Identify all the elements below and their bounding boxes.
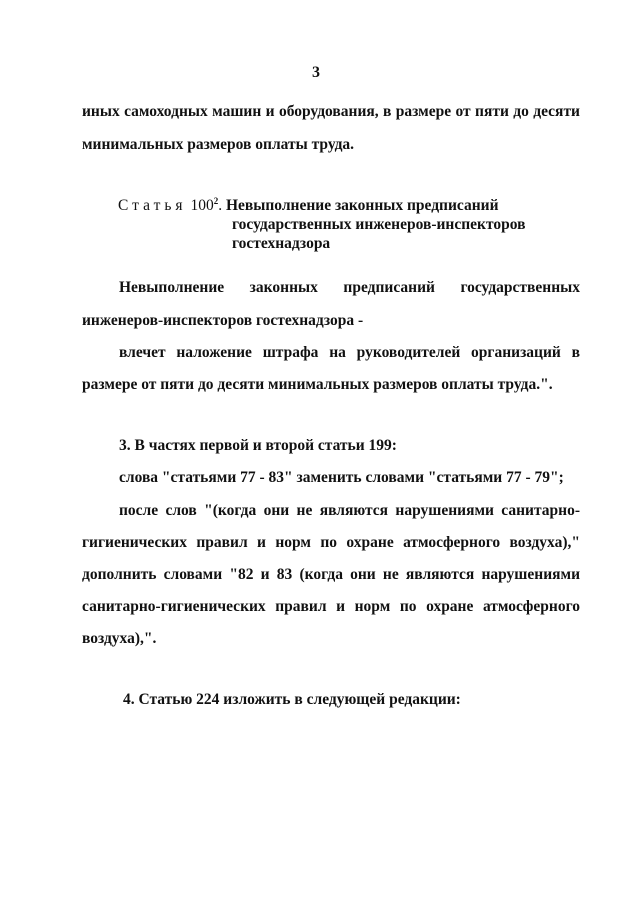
text-line: влечет наложение штрафа на руководителей организаций в — [119, 344, 580, 361]
text-line: после слов "(когда они не являются нарушениями санитарно- — [119, 502, 580, 519]
text-line: слова "статьями 77 - 83" заменить словами "статьями 77 - 79"; — [119, 469, 564, 486]
article-number-superscript: 2 — [213, 195, 219, 206]
article-number: 100 — [190, 197, 214, 214]
article-title-line2: государственных инженеров-инспекторов — [232, 216, 526, 233]
text-line: санитарно-гигиенических правил и норм по охране атмосферного — [82, 598, 580, 615]
article-title-line3: гостехнадзора — [232, 235, 331, 252]
text-line: размере от пяти до десяти минимальных размеров оплаты труда.". — [82, 376, 553, 393]
text-line: инженеров-инспекторов гостехнадзора - — [82, 312, 364, 329]
text-line: гигиенических правил и норм по охране атмосферного воздуха)," — [82, 534, 580, 551]
page-number: 3 — [312, 64, 320, 81]
section-heading: 3. В частях первой и второй статьи 199: — [119, 437, 397, 454]
text-line: воздуха),". — [82, 630, 157, 647]
text-line: Невыполнение законных предписаний государственных — [119, 279, 580, 296]
section-heading: 4. Статью 224 изложить в следующей редакции: — [123, 691, 461, 708]
text-line: дополнить словами "82 и 83 (когда они не являются нарушениями — [82, 566, 580, 583]
article-title-line1: Невыполнение законных предписаний — [225, 197, 499, 214]
article-heading: Статья $100^2$. Невыполнение законных предписаний — [118, 195, 499, 214]
article-label: Статья — [118, 197, 187, 214]
text-line: минимальных размеров оплаты труда. — [82, 136, 355, 153]
text-line: иных самоходных машин и оборудования, в размере от пяти до десяти — [82, 103, 580, 120]
